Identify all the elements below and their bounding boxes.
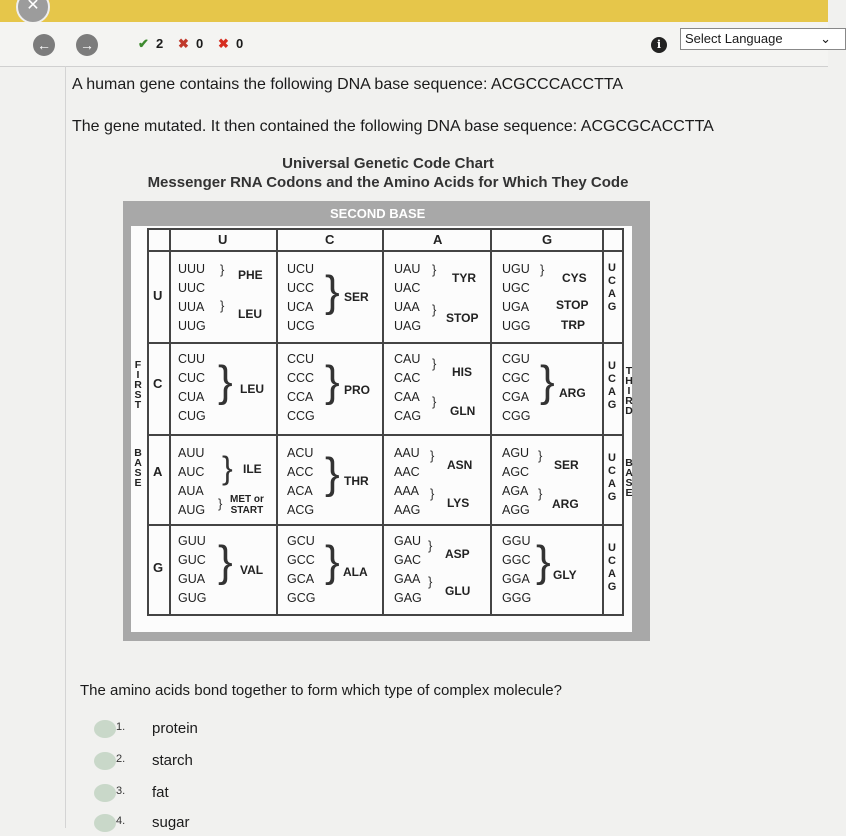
info-icon[interactable]: i: [651, 37, 667, 53]
grid-line: [169, 228, 171, 616]
codon-ag-3: AGG: [502, 503, 530, 517]
toolbar: [0, 22, 831, 67]
aa-his: HIS: [452, 365, 473, 379]
brace-icon: }: [222, 450, 233, 486]
brace-icon: }: [325, 267, 340, 316]
codon-gg-2: GGA: [502, 572, 530, 586]
radio-bubble[interactable]: [94, 784, 116, 802]
codon-uu-0: UUU: [178, 262, 206, 276]
codon-cu-1: CUC: [178, 371, 206, 385]
brace-icon: }: [432, 356, 437, 371]
codon-uc-3: UCG: [287, 319, 315, 333]
codon-ag-2: AGA: [502, 484, 529, 498]
brace-icon: }: [218, 537, 233, 586]
brace-icon: }: [220, 298, 225, 313]
correct-count: 2: [156, 36, 164, 51]
aa-gly: GLY: [553, 568, 577, 582]
grid-line: [276, 228, 278, 616]
aa-ala: ALA: [343, 565, 368, 579]
radio-bubble[interactable]: [94, 814, 116, 832]
codon-cc-0: CCU: [287, 352, 315, 366]
grid-line: [147, 434, 624, 436]
aa-leu-2: LEU: [240, 382, 264, 396]
aa-stop-1: STOP: [446, 311, 479, 325]
codon-ga-1: GAC: [394, 553, 422, 567]
grid-line: [622, 228, 624, 616]
grid-line: [147, 228, 149, 616]
brace-icon: }: [430, 448, 435, 463]
codon-gu-0: GUU: [178, 534, 206, 548]
language-select[interactable]: [680, 28, 846, 50]
third-base-label-2: B A S E: [625, 457, 633, 499]
codon-aa-3: AAG: [394, 503, 421, 517]
codon-ug-3: UGG: [502, 319, 531, 333]
codon-ac-1: ACC: [287, 465, 314, 479]
codon-cu-2: CUA: [178, 390, 205, 404]
codon-ug-0: UGU: [502, 262, 530, 276]
codon-gc-3: GCG: [287, 591, 316, 605]
col-header-c: C: [325, 232, 335, 247]
grid-line: [490, 228, 492, 616]
choice-number: 1.: [116, 721, 126, 733]
brace-icon: }: [538, 486, 543, 501]
codon-uu-2: UUA: [178, 300, 205, 314]
codon-gu-1: GUC: [178, 553, 206, 567]
codon-cg-2: CGA: [502, 390, 530, 404]
aa-stop-2: STOP: [556, 298, 589, 312]
brace-icon: }: [432, 394, 437, 409]
choice-label: starch: [152, 752, 193, 769]
brace-icon: }: [536, 537, 551, 586]
aa-glu: GLU: [445, 584, 471, 598]
aa-arg: ARG: [559, 386, 586, 400]
radio-bubble[interactable]: [94, 720, 116, 738]
aa-val: VAL: [240, 563, 264, 577]
aa-ser-2: SER: [554, 458, 579, 472]
codon-gu-3: GUG: [178, 591, 207, 605]
chart-title: Universal Genetic Code Chart: [282, 155, 494, 172]
codon-uc-1: UCC: [287, 281, 315, 295]
brace-icon: }: [430, 486, 435, 501]
codon-gc-1: GCC: [287, 553, 315, 567]
row-header-a: A: [153, 464, 163, 479]
aa-asn: ASN: [447, 458, 473, 472]
third-letters-row-u: U C A G: [607, 262, 617, 313]
codon-ua-2: UAA: [394, 300, 420, 314]
third-letters-row-a: U C A G: [607, 452, 617, 503]
aa-met-start: MET or START: [230, 494, 264, 516]
brace-icon: }: [325, 449, 340, 498]
brace-icon: }: [432, 302, 437, 317]
second-base-label: SECOND BASE: [330, 206, 426, 221]
codon-au-3: AUG: [178, 503, 206, 517]
forward-arrow-icon[interactable]: →: [76, 34, 98, 56]
brace-icon: }: [432, 262, 437, 277]
codon-ca-2: CAA: [394, 390, 420, 404]
brace-icon: }: [540, 262, 545, 277]
choice-label: protein: [152, 720, 198, 737]
language-select-label: Select Language: [685, 31, 783, 46]
choice-number: 4.: [116, 815, 126, 827]
codon-ga-2: GAA: [394, 572, 421, 586]
codon-ac-3: ACG: [287, 503, 315, 517]
aa-cys: CYS: [562, 271, 587, 285]
partial-count: 0: [196, 36, 204, 51]
brace-icon: }: [540, 357, 555, 406]
choice-label: fat: [152, 784, 169, 801]
codon-uc-0: UCU: [287, 262, 315, 276]
codon-ga-3: GAG: [394, 591, 422, 605]
content-divider: [65, 66, 66, 828]
aa-ser: SER: [344, 290, 369, 304]
partial-wrong-icon: ✖: [178, 36, 189, 51]
first-base-label: F I R S T: [134, 359, 142, 411]
codon-gg-0: GGU: [502, 534, 531, 548]
codon-cg-0: CGU: [502, 352, 530, 366]
choice-number: 2.: [116, 753, 126, 765]
brace-icon: }: [325, 537, 340, 586]
brace-icon: }: [218, 357, 233, 406]
codon-cc-3: CCG: [287, 409, 315, 423]
aa-gln: GLN: [450, 404, 476, 418]
codon-uu-1: UUC: [178, 281, 206, 295]
choice-4[interactable]: [94, 812, 494, 836]
codon-ca-1: CAC: [394, 371, 421, 385]
correct-check-icon: ✔: [138, 36, 149, 51]
third-letters-row-c: U C A G: [607, 360, 617, 411]
codon-cc-1: CCC: [287, 371, 315, 385]
aa-ile: ILE: [243, 462, 262, 476]
aa-lys: LYS: [447, 496, 470, 510]
grid-line: [147, 342, 624, 344]
codon-ua-1: UAC: [394, 281, 421, 295]
codon-au-2: AUA: [178, 484, 204, 498]
grid-line: [147, 524, 624, 526]
question-prompt: The amino acids bond together to form which type of complex molecule?: [80, 682, 562, 699]
row-header-g: G: [153, 560, 164, 575]
brace-icon: }: [428, 574, 433, 589]
codon-ac-2: ACA: [287, 484, 313, 498]
codon-au-0: AUU: [178, 446, 205, 460]
row-header-c: C: [153, 376, 163, 391]
grid-line: [382, 228, 384, 616]
codon-aa-0: AAU: [394, 446, 420, 460]
codon-ca-0: CAU: [394, 352, 421, 366]
third-base-label: T H I R D: [625, 365, 633, 417]
codon-gc-0: GCU: [287, 534, 315, 548]
aa-tyr: TYR: [452, 271, 476, 285]
codon-ca-3: CAG: [394, 409, 422, 423]
codon-ua-0: UAU: [394, 262, 421, 276]
col-header-a: A: [433, 232, 443, 247]
codon-ga-0: GAU: [394, 534, 422, 548]
chevron-down-icon: ⌄: [820, 31, 831, 46]
grid-line: [147, 228, 624, 230]
codon-gu-2: GUA: [178, 572, 206, 586]
codon-cu-3: CUG: [178, 409, 206, 423]
row-header-u: U: [153, 288, 163, 303]
codon-ua-3: UAG: [394, 319, 422, 333]
codon-ag-1: AGC: [502, 465, 530, 479]
brace-icon: }: [218, 496, 223, 511]
codon-gg-3: GGG: [502, 591, 532, 605]
back-arrow-icon[interactable]: ←: [33, 34, 55, 56]
codon-gc-2: GCA: [287, 572, 315, 586]
grid-line: [602, 228, 604, 616]
aa-phe: PHE: [238, 268, 263, 282]
question-line-2: The gene mutated. It then contained the following DNA base sequence: ACGCGCACCTTA: [72, 118, 714, 135]
codon-cc-2: CCA: [287, 390, 314, 404]
aa-arg-2: ARG: [552, 497, 579, 511]
aa-asp: ASP: [445, 547, 470, 561]
aa-thr: THR: [344, 474, 369, 488]
aa-leu: LEU: [238, 307, 262, 321]
grid-line: [147, 250, 624, 252]
codon-ug-2: UGA: [502, 300, 530, 314]
choice-1[interactable]: [94, 718, 494, 742]
chart-subtitle: Messenger RNA Codons and the Amino Acids for Which They Code: [147, 174, 629, 191]
question-line-1: A human gene contains the following DNA base sequence: ACGCCCACCTTA: [72, 76, 624, 93]
choice-number: 3.: [116, 785, 126, 797]
codon-cg-1: CGC: [502, 371, 530, 385]
col-header-u: U: [218, 232, 228, 247]
radio-bubble[interactable]: [94, 752, 116, 770]
top-banner: [0, 0, 828, 22]
col-header-g: G: [542, 232, 553, 247]
choice-2[interactable]: [94, 750, 494, 774]
choice-3[interactable]: [94, 782, 494, 806]
brace-icon: }: [428, 538, 433, 553]
first-base-label-2: B A S E: [134, 447, 142, 489]
codon-aa-2: AAA: [394, 484, 420, 498]
codon-uc-2: UCA: [287, 300, 314, 314]
codon-ag-0: AGU: [502, 446, 530, 460]
wrong-count: 0: [236, 36, 244, 51]
aa-pro: PRO: [344, 383, 371, 397]
aa-trp: TRP: [561, 318, 585, 332]
close-icon[interactable]: ✕: [16, 0, 50, 24]
codon-ug-1: UGC: [502, 281, 530, 295]
codon-cu-0: CUU: [178, 352, 206, 366]
third-letters-row-g: U C A G: [607, 542, 617, 593]
codon-uu-3: UUG: [178, 319, 206, 333]
brace-icon: }: [325, 357, 340, 406]
brace-icon: }: [220, 262, 225, 277]
codon-cg-3: CGG: [502, 409, 531, 423]
wrong-icon: ✖: [218, 36, 229, 51]
brace-icon: }: [538, 448, 543, 463]
codon-ac-0: ACU: [287, 446, 314, 460]
codon-gg-1: GGC: [502, 553, 531, 567]
codon-aa-1: AAC: [394, 465, 420, 479]
codon-au-1: AUC: [178, 465, 205, 479]
grid-line: [147, 614, 624, 616]
choice-label: sugar: [152, 814, 190, 831]
